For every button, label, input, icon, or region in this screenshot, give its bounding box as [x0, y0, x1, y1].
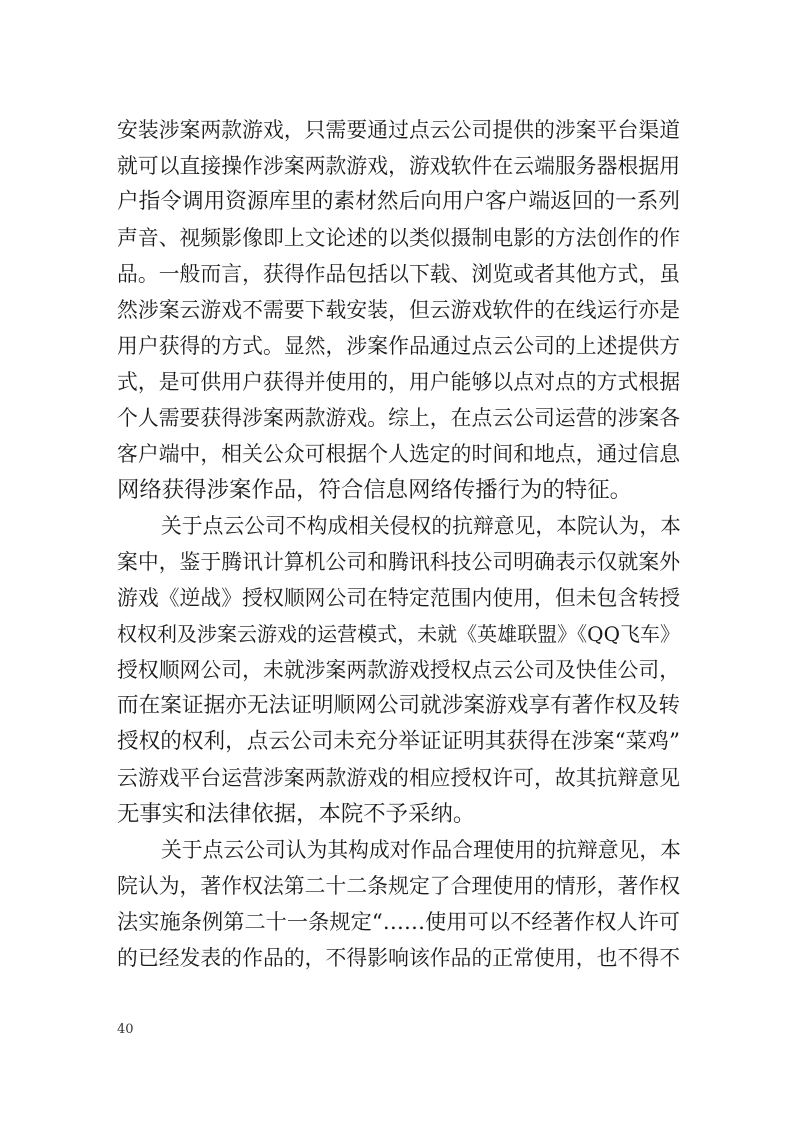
paragraph-2-line-1: 关于点云公司不构成相关侵权的抗辩意见，本院认为，本: [161, 514, 681, 538]
paragraph-2-line-6: 而在案证据亦无法证明顺网公司就涉案游戏享有著作权及转: [117, 693, 680, 718]
paragraph-1-line-8: 式，是可供用户获得并使用的，用户能够以点对点的方式根据: [117, 370, 680, 394]
paragraph-1-line-6: 然涉案云游戏不需要下载安装，但云游戏软件的在线运行亦是: [117, 298, 680, 322]
paragraph-1-line-1: 安装涉案两款游戏，只需要通过点云公司提供的涉案平台渠道: [117, 118, 680, 142]
paragraph-1-line-2: 就可以直接操作涉案两款游戏，游戏软件在云端服务器根据用: [117, 154, 680, 178]
paragraph-2-line-5: 授权顺网公司，未就涉案两款游戏授权点云公司及快佳公司，: [117, 658, 680, 682]
paragraph-2-line-7: 授权的权利，点云公司未充分举证证明其获得在涉案“菜鸡”: [117, 729, 680, 754]
paragraph-1-line-5: 品。一般而言，获得作品包括以下载、浏览或者其他方式，虽: [117, 262, 680, 286]
paragraph-2-line-8: 云游戏平台运营涉案两款游戏的相应授权许可，故其抗辩意见: [117, 766, 680, 790]
paragraph-1-line-4: 声音、视频影像即上文论述的以类似摄制电影的方法创作的作: [117, 226, 680, 250]
page-number: 40: [117, 1022, 134, 1037]
paragraph-3-line-1: 关于点云公司认为其构成对作品合理使用的抗辩意见，本: [161, 838, 681, 862]
paragraph-3-line-4: 的已经发表的作品的，不得影响该作品的正常使用，也不得不: [117, 946, 680, 970]
paragraph-2-line-2: 案中，鉴于腾讯计算机公司和腾讯科技公司明确表示仅就案外: [117, 550, 680, 574]
paragraph-2-line-9: 无事实和法律依据，本院不予采纳。: [117, 801, 476, 827]
paragraph-3-line-2: 院认为，著作权法第二十二条规定了合理使用的情形，著作权: [117, 874, 680, 898]
paragraph-1-line-9: 个人需要获得涉案两款游戏。综上，在点云公司运营的涉案各: [117, 406, 680, 430]
paragraph-1-line-7: 用户获得的方式。显然，涉案作品通过点云公司的上述提供方: [117, 334, 680, 358]
paragraph-1-line-10: 客户端中，相关公众可根据个人选定的时间和地点，通过信息: [117, 442, 680, 466]
paragraph-1-line-3: 户指令调用资源库里的素材然后向用户客户端返回的一系列: [117, 189, 680, 214]
paragraph-2-line-4: 权权利及涉案云游戏的运营模式，未就《英雄联盟》《QQ飞车》: [117, 622, 680, 646]
paragraph-1-line-11: 网络获得涉案作品，符合信息网络传播行为的特征。: [117, 477, 632, 503]
paragraph-2-line-3: 游戏《逆战》授权顺网公司在特定范围内使用，但未包含转授: [117, 586, 680, 610]
paragraph-3-line-3: 法实施条例第二十一条规定“……使用可以不经著作权人许可: [117, 909, 680, 934]
